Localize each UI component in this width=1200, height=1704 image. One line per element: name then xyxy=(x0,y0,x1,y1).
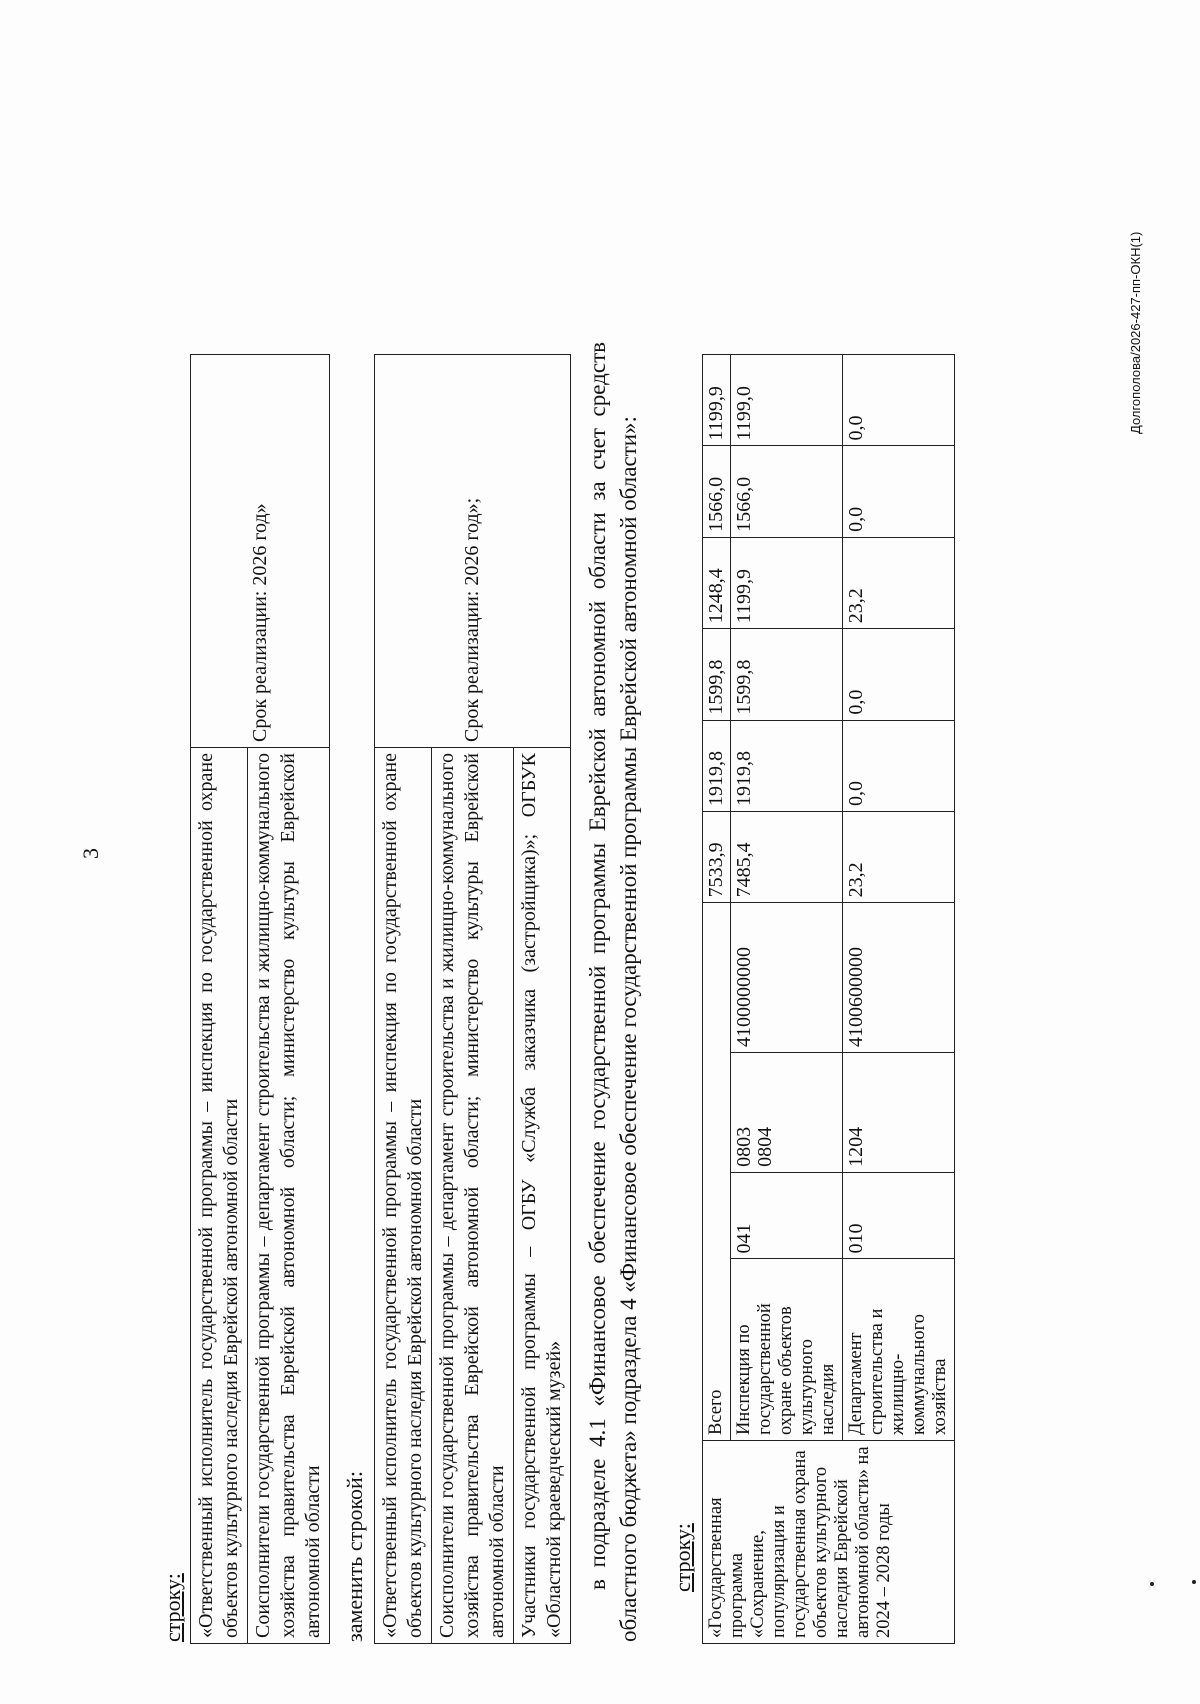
cell-term-new: Срок реализации: 2026 год»; xyxy=(375,355,571,748)
value-2028: 1199,0 xyxy=(731,355,843,446)
program-name-cell: «Государственная программа «Сохранение, популяризация и государственная охрана объектов культурного наследия Еврейской автономной области» на 2024 – 2028 годы xyxy=(703,1441,955,1644)
label-replace: заменить строкой: xyxy=(342,1471,367,1642)
value-2025: 1599,8 xyxy=(731,629,843,720)
row-name-inspection: Инспекция по государственной охране объектов культурного наследия xyxy=(731,1259,843,1441)
value-2026: 1199,9 xyxy=(731,537,843,628)
label-stroku: строку: xyxy=(160,1573,185,1642)
value-2024: 1919,8 xyxy=(703,720,731,811)
total-cell: 7485,4 xyxy=(731,812,843,903)
value-2027: 1566,0 xyxy=(731,446,843,537)
value-2026: 23,2 xyxy=(843,537,955,628)
grbs-code: 041 xyxy=(731,1172,843,1259)
scan-dot xyxy=(1192,1580,1196,1584)
cell-responsible-new: «Ответственный исполнитель государственной программы – инспекция по государственной охране объектов культурного наследия Еврейской автономной области xyxy=(375,748,432,1644)
value-2027: 1566,0 xyxy=(703,446,731,537)
rzpr-code: 0803 0804 xyxy=(731,1052,843,1172)
rzpr-code: 1204 xyxy=(843,1052,955,1172)
value-2024: 1919,8 xyxy=(731,720,843,811)
row-name-department: Департамент строительства и жилищно-коммунального хозяйства xyxy=(843,1259,955,1441)
document-code: Долгополова/2026-427-пп-ОКН(1) xyxy=(1128,231,1143,434)
finance-table xyxy=(702,354,955,1644)
value-2025: 0,0 xyxy=(843,629,955,720)
value-2026: 1248,4 xyxy=(703,537,731,628)
csr-code: 4100000000 xyxy=(731,903,843,1053)
row-total-label: Всего xyxy=(703,903,731,1441)
total-cell: 23,2 xyxy=(843,812,955,903)
value-2025: 1599,8 xyxy=(703,629,731,720)
cell-responsible-old: «Ответственный исполнитель государственной программы – инспекция по государственной охране объектов культурного наследия Еврейской автономной области xyxy=(191,748,248,1644)
cell-coexecutors-old: Соисполнители государственной программы – департамент строительства и жилищно-коммунального хозяйства правительства Еврейской автономной области; министерство культуры Еврейской автономной области xyxy=(248,748,330,1644)
page-number: 3 xyxy=(78,848,103,859)
value-2028: 0,0 xyxy=(843,355,955,446)
cell-coexecutors-new: Соисполнители государственной программы – департамент строительства и жилищно-коммунального хозяйства правительства Еврейской автономной области; министерство культуры Еврейской автономной области xyxy=(432,748,514,1644)
cell-participants-new: Участники государственной программы – ОГБУ «Служба заказчика (застройщика)»; ОГБУК «Областной краеведческий музей» xyxy=(514,748,571,1644)
csr-code: 4100600000 xyxy=(843,903,955,1053)
value-2027: 0,0 xyxy=(843,446,955,537)
value-2028: 1199,9 xyxy=(703,355,731,446)
value-2024: 0,0 xyxy=(843,720,955,811)
paragraph-subsection: в подразделе 4.1 «Финансовое обеспечение государственной программы Еврейской автономной области за счет средств областного бюджета» подраздела 4 «Финансовое обеспечение государственной программы Еврейской автономной области»: xyxy=(585,342,641,1642)
grbs-code: 010 xyxy=(843,1172,955,1259)
label-stroku-2: строку: xyxy=(670,1523,695,1592)
scan-dot xyxy=(1150,1582,1154,1586)
table-old-executors xyxy=(190,354,330,1644)
total-cell: 7533,9 xyxy=(703,812,731,903)
table-new-executors xyxy=(374,354,571,1644)
cell-term-old: Срок реализации: 2026 год» xyxy=(191,355,330,748)
